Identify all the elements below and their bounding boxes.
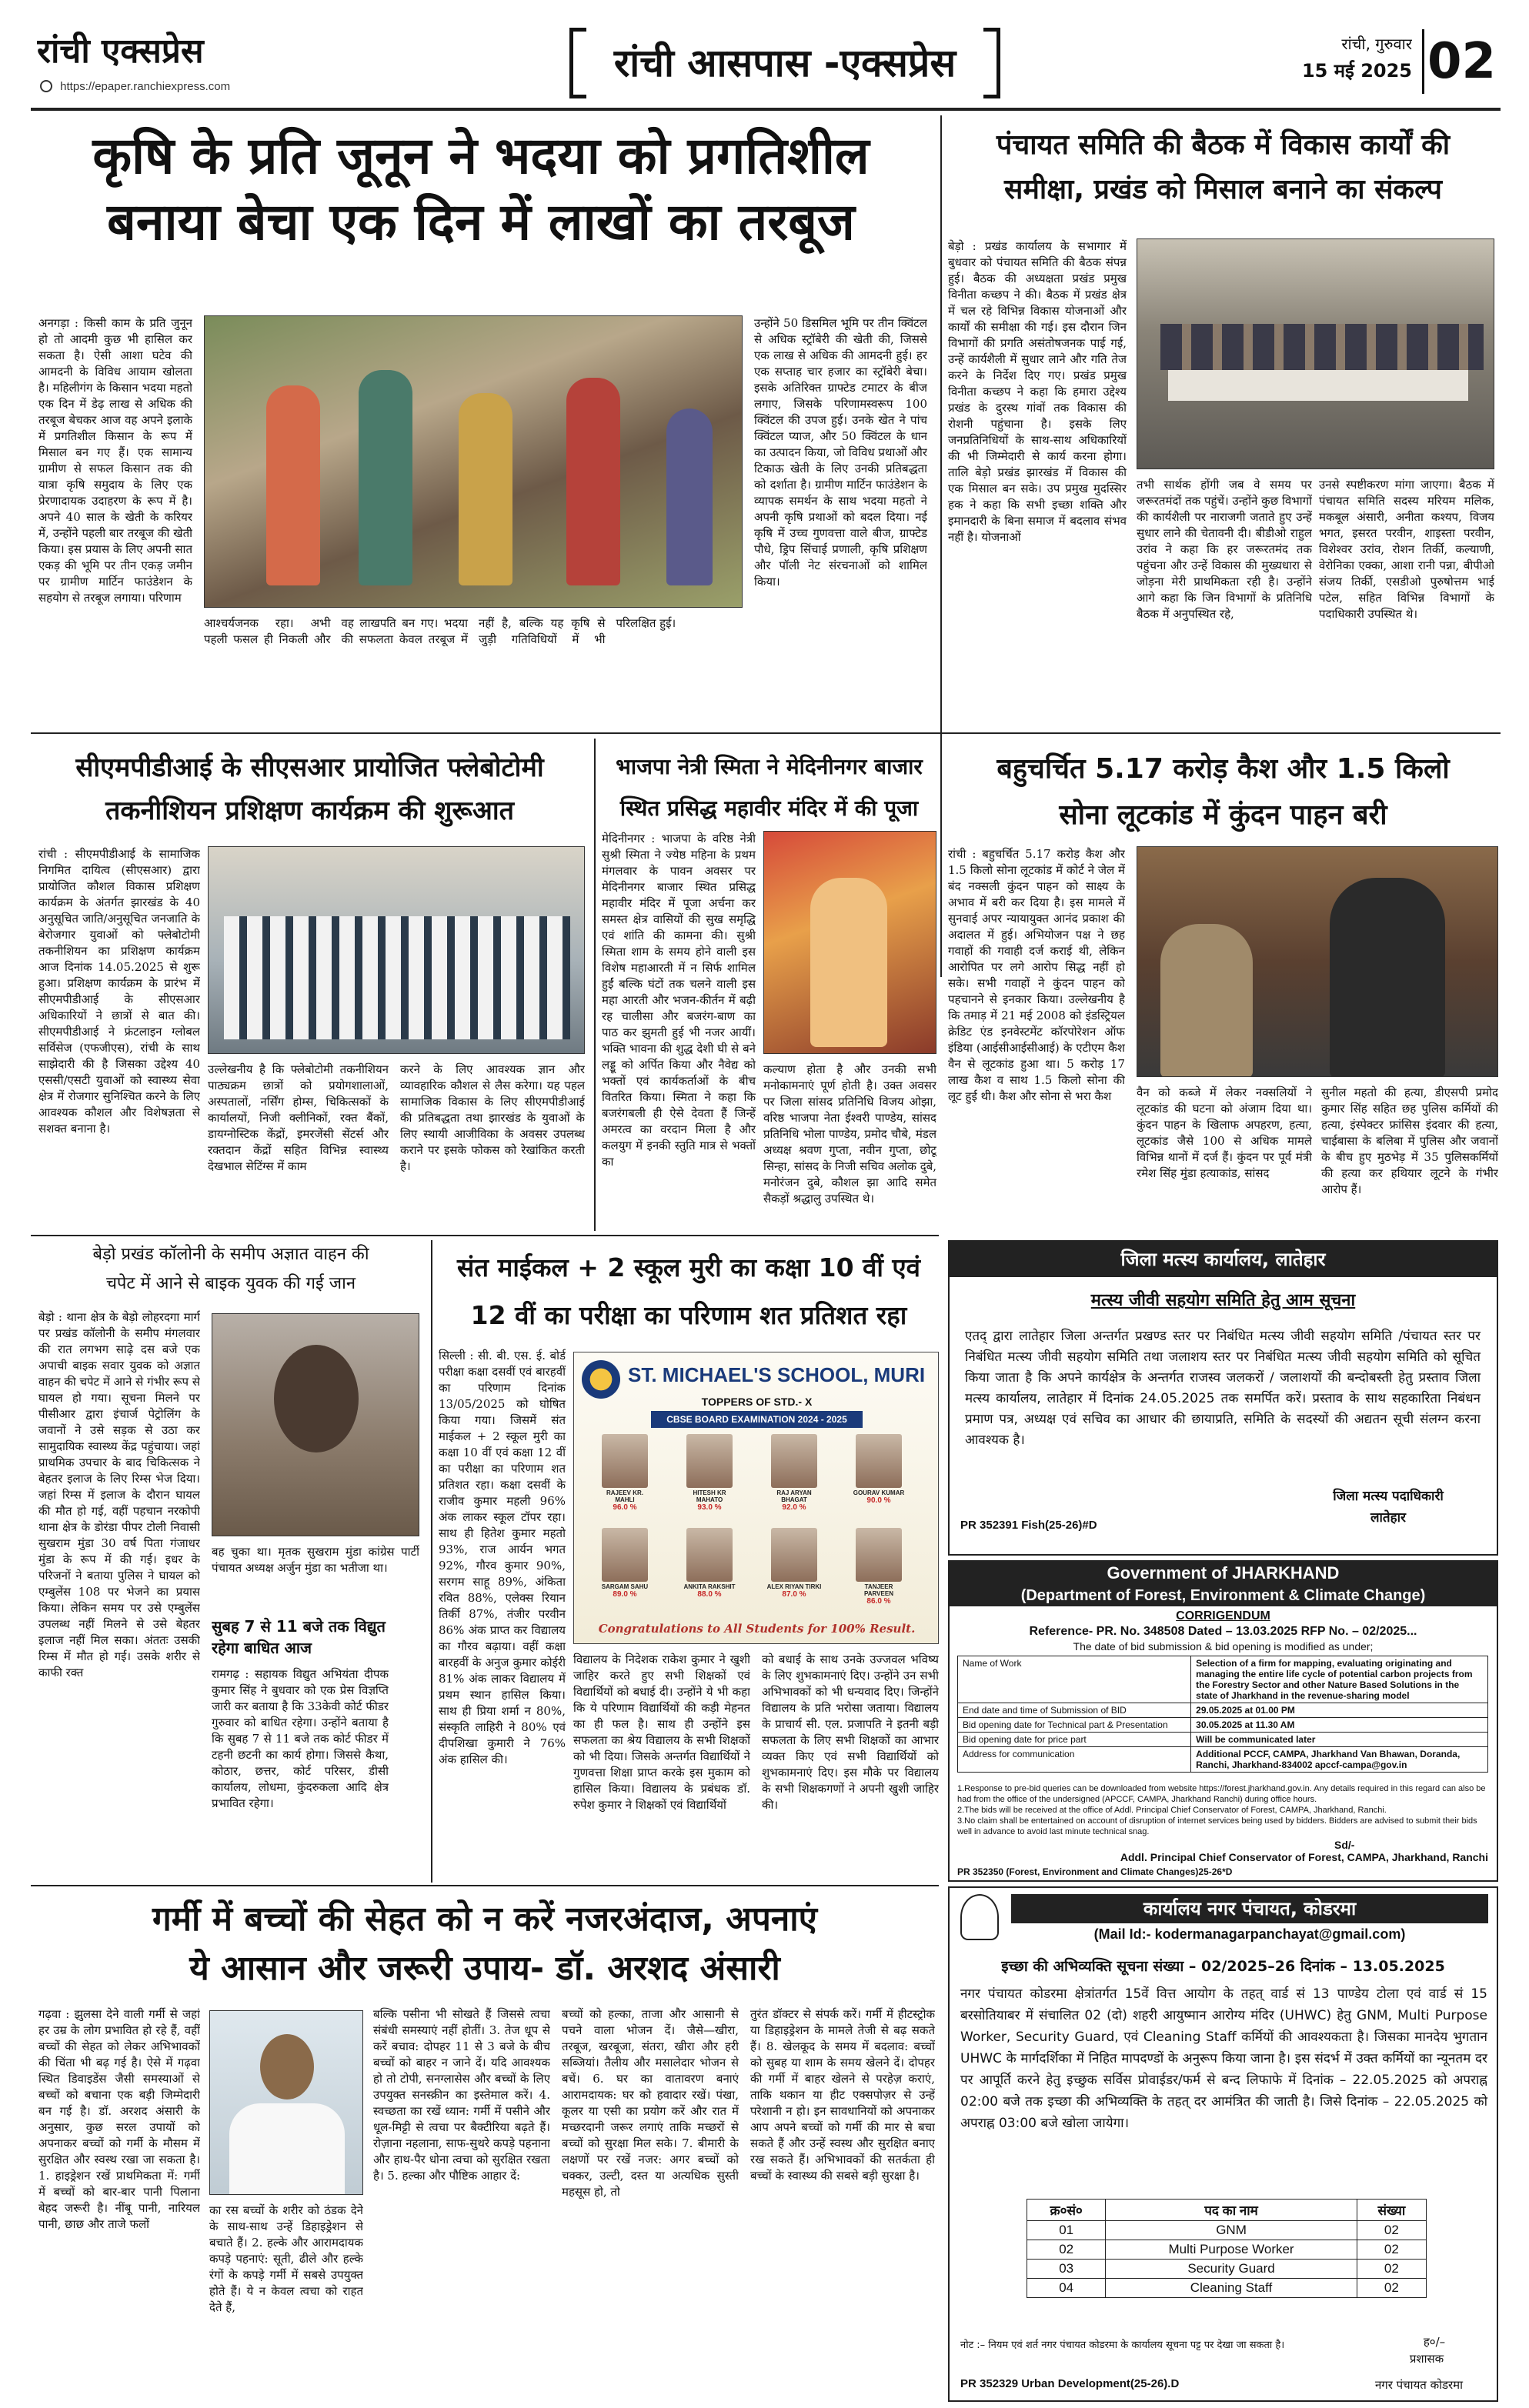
coat-shape [229, 2103, 345, 2195]
ad-notice-number: इच्छा की अभिव्यक्ति सूचना संख्या – 02/2025–26 दिनांक – 13.05.2025 [1001, 1958, 1445, 1975]
article-column-1: गढ़वा : झुलसा देने वाली गर्मी से जहां हर उम्र के लोग प्रभावित हो रहे हैं, वहीं बच्चों की सेहत को लेकर अभिभावकों की चिंता भी बढ़ गई है। ऐसे में गढ़वा स्थित डिवाइडेंस जैसी समस्याओं से बच्चों को बचाना एक बड़ी जिम्मेदारी बन गई है। डॉ. अरशद अंसारी के अनुसार, कुछ सरल उपायों को अपनाकर बच्चों को गर्मी के मौसम में सुरक्षित और स्वस्थ रखा जा सकता है। 1. हाइड्रेशन रखें प्राथमिकता में: गर्मी में बच्चों को बार-बार पानी पिलाना बेहद जरूरी है। नींबू पानी, नारियल पानी, छाछ और ताजे फलों [38, 2007, 200, 2231]
topper-name: ALEX RIYAN TIRKI [766, 1583, 822, 1590]
photo-kundan-pahan [1137, 846, 1498, 1077]
people-group [224, 916, 570, 1039]
congrats-footer: Congratulations to All Students for 100% Result. [598, 1622, 916, 1636]
table-cell: Multi Purpose Worker [1106, 2240, 1357, 2260]
table-cell-value: 30.05.2025 at 11.30 AM [1191, 1718, 1488, 1733]
topper-percentage: 93.0 % [697, 1503, 722, 1512]
posts-table-wrap [1027, 2199, 1427, 2330]
face-shape [260, 2034, 314, 2099]
school-crest-icon [582, 1360, 620, 1399]
article-column-3: उन्होंने 50 डिसमिल भूमि पर तीन क्विंटल से अधिक स्ट्रॉबेरी की खेती की, जिससे एक लाख से अधिक की आमदनी हुई। हर एक सप्ताह चार हजार का स्ट्रॉबेरी बेचा। इसके अतिरिक्त ग्राफ्टेड टमाटर के बीज लगाए, जिसके परिणामस्वरूप 100 क्विंटल की उपज हुई। उनके खेत ने पांच क्विंटल प्याज, और 50 क्विंटल के धान का उत्पादन किया, जो विविध प्रथाओं और टिकाऊ खेती के लिए उनकी प्रतिबद्धता को दर्शाता है। ग्रामीण मार्टिन फाउंडेशन के व्यापक समर्थन के साथ भदया महतो ने अपनी कृषि प्रथाओं को बदल दिया। नई कृषि में उच्च गुणवत्ता वाले बीज, ग्राफ्टेड पौधे, ड्रिप सिंचाई प्रणाली, कृषि प्रशिक्षण और पॉली नेट संरचनाओं को शामिल किया। [754, 316, 927, 589]
ad-sd: ह०/– [1423, 2335, 1446, 2349]
story-kundan-pahan-acquitted [948, 739, 1498, 1231]
table-cell: 02 [1357, 2221, 1426, 2240]
table-cell: 02 [1357, 2240, 1426, 2260]
table-cell-label: End date and time of Submission of BID [958, 1703, 1191, 1718]
topper-percentage: 86.0 % [866, 1597, 891, 1606]
table-header: क्र०सं० [1027, 2200, 1106, 2221]
column-divider [594, 739, 596, 1231]
person-figure [810, 878, 887, 1047]
masthead-rule [31, 108, 1501, 111]
ad-pr-number: PR 352350 (Forest, Environment and Climate Changes)25-26*D [957, 1866, 1233, 1877]
headline: बेड़ो प्रखंड कॉलोनी के समीप अज्ञात वाहन की चपेट में आने से बाइक युवक की गई जान [92, 1245, 369, 1293]
ad-fisheries-notice [948, 1240, 1498, 1556]
photo-doctor [209, 2010, 363, 2195]
toppers-title: TOPPERS OF STD.- X [701, 1396, 813, 1408]
article-column-2: का रस बच्चों के शरीर को ठंडक देने के साथ-साथ उन्हें डिहाइड्रेशन से बचाते हैं। 2. हल्के और आरामदायक कपड़े पहनाएं: सूती, ढीले और हल्के रंगों के कपड़े गर्मी में सबसे उपयुक्त होते हैं। ये न केवल त्वचा को राहत देते हैं, [209, 2203, 363, 2314]
table-row [1027, 2221, 1427, 2240]
ad-pr-number: PR 352391 Fish(25-26)#D [960, 1519, 1097, 1532]
article-column-5: तुरंत डॉक्टर से संपर्क करें। गर्मी में हीटस्ट्रोक या डिहाइड्रेशन के मामले तेजी से बढ़ सकते हैं। 8. खेलकूद के समय में बदलाव: बच्चों को सुबह या शाम के समय खेलने दें। दोपहर की गर्मी में बाहर खेलने से परहेज़ कराएं, ताकि थकान या हीट एक्सपोज़र से उन्हें परेशानी न हो। इन सावधानियों को अपनाकर आप अपने बच्चों को गर्मी की मार से बचा सकते हैं और उन्हें स्वस्थ और सुरक्षित बनाए रख सकते हैं। अभिभावकों की सतर्कता ही बच्चों के स्वास्थ्य की सबसे बड़ी सुरक्षा है। [750, 2007, 935, 2183]
headline: गर्मी में बच्चों की सेहत को न करें नजरअंदाज, अपनाएं ये आसान और जरूरी उपाय- डॉ. अरशद अंसारी [152, 1899, 818, 1988]
table-cell: 01 [1027, 2221, 1106, 2240]
ad-modified: The date of bid submission & bid opening is modified as under; [1073, 1640, 1374, 1653]
topper-percentage: 92.0 % [782, 1503, 806, 1512]
column-divider [940, 115, 942, 977]
photo-meeting-hall [1137, 238, 1494, 469]
article-column-3: उनसे स्पष्टीकरण मांगा जाएगा। बैठक में पंचायत समिति सदस्य मरियम मलिक, मकबूल अंसारी, अनीता कश्यप, विजय भगत, इसरत परवीन, शाइस्ता परवीन, विशेश्वर उरांव, रोशन तिर्की, कल्याणी, वेरोनिका एक्का, आशा रानी पन्ना, बीपीओ संजय तिर्की, एसडीओ पुरुषोत्तम भाई पटेल, सहित विभिन्न विभागों के पदाधिकारी उपस्थित थे। [1319, 478, 1494, 621]
topper-card [851, 1434, 906, 1505]
row-divider [31, 1235, 939, 1236]
topper-percentage: 88.0 % [697, 1590, 722, 1599]
ad-place: लातेहार [1370, 1510, 1406, 1526]
article-column-1: अनगड़ा : किसी काम के प्रति जुनून हो तो आदमी कुछ भी हासिल कर सकता है। ऐसी आशा घटेव की आमदनी के विविध आयाम खोलता है। महिलीगंग के किसान भदया महतो एक दिन में डेढ़ लाख से अधिक की तरबूज बेचकर आज वह अपने इलाके में प्रगतिशील किसान के रूप में मिसाल बन गए हैं। एक सामान्य ग्रामीण से सफल किसान तक की यात्रा कृषि समुदाय के लिए एक प्रेरणादायक उदाहरण के रूप में है। अपने 40 साल के खेती के करियर में, उन्होंने पहली बार तरबूज की खेती किया। इस प्रयास के लिए अपनी सात एकड़ की भूमि पर तीन एकड़ जमीन पर ग्रामीण मार्टिन फाउंडेशन के सहयोग से तरबूज लगाया। परिणाम [38, 316, 192, 605]
table-cell-value: 29.05.2025 at 01.00 PM [1191, 1703, 1488, 1718]
ad-office: जिला मत्स्य कार्यालय, लातेहार [950, 1242, 1497, 1277]
person-figure [666, 409, 713, 585]
table-cell-label: Address for communication [958, 1747, 1191, 1773]
headline: कृषि के प्रति जूनून ने भदया को प्रगतिशील बनाया बेचा एक दिन में लाखों का तरबूज [92, 126, 870, 252]
article-column-1: बेड़ो : प्रखंड कार्यालय के सभागार में बुधवार को पंचायत समिति की बैठक संपन्न हुई। बैठक की अध्यक्षता प्रखंड प्रमुख विनीता कच्छप ने की। बैठक में प्रखंड क्षेत्र में चल रहे विभिन्न विकास योजनाओं और कार्यों की समीक्षा की गई। इस दौरान जिन विभागों की प्रगति असंतोषजनक पाई गई, उन्हें कार्यशैली में सुधार लाने और गति तेज करने के निर्देश दिए गए। प्रखंड प्रमुख विनीता कच्छप ने कहा कि हमारा उद्देश्य प्रखंड के दुरस्थ गांवों तक विकास की रोशनी पहुंचाना है। इसके लिए जनप्रतिनिधियों के साथ-साथ अधिकारियों की भी जिम्मेदारी से कार्य करना होगा। तालि बेड़ो प्रखंड झारखंड में विकास की एक मिसाल बन सके। उप प्रमुख मुदस्सिर हक ने कहा कि सभी इच्छा शक्ति और इमानदारी के बिना समाज में बदलाव संभव नहीं है। योजनाओं [948, 239, 1127, 544]
ad-signatory-2: नगर पंचायत कोडरमा [1374, 2378, 1464, 2392]
table-cell-value: Selection of a firm for mapping, evaluating originating and managing the entire life cycle of potential carbon projects from the Forestry Sector and other Nature Based Solutions in the state of Jharkhand in the revenue-sharing model [1191, 1656, 1488, 1703]
story-farmer-watermelon [31, 115, 931, 731]
person-figure [1330, 878, 1445, 1077]
topper-photo [686, 1434, 733, 1488]
ad-body: एतद् द्वारा लातेहार जिला अन्तर्गत प्रखण्ड स्तर पर निबंधित मत्स्य जीवी सहयोग समिति /पंचायत स्तर पर निबंधित मत्स्य जीवी सहयोग समिति तथा जलाशय स्तर पर निबंधित मत्स्य जीवी सहयोग समिति को सूचित किया जाता है कि अपने कार्यक्षेत्र के अन्तर्गत राजस्व जलकरों / जलाशयों की बन्दोबस्ती हेतु प्रस्ताव जिला मत्स्य कार्यालय, लातेहार में दिनांक 24.05.2025 तक समर्पित करें। प्रस्ताव के साथ सहकारिता निबंधन प्रमाण पत्र, अध्यक्ष एवं सचिव का आधार की छायाप्रति, समिति के सदस्यों की अद्यतन सूची संलग्न करना आवश्यक है। [965, 1329, 1481, 1448]
topper-photo [856, 1434, 902, 1488]
table-cell: 02 [1357, 2260, 1426, 2279]
toppers-grid [574, 1434, 939, 1623]
newspaper-name: रांची एक्सप्रेस [37, 32, 204, 71]
table-row [958, 1656, 1488, 1703]
topper-name: RAJ ARYAN BHAGAT [776, 1489, 812, 1503]
exam-banner: CBSE BOARD EXAMINATION 2024 - 2025 [651, 1411, 863, 1428]
ad-corrigendum: CORRIGENDUM [1176, 1609, 1270, 1623]
ad-note-item: 1.Response to pre-bid queries can be downloaded from website https://forest.jharkhand.gov.in. Any details required in this regard can also be had from the office of the undersigned (APCCF, CAMPA, Jharkhand Ranchi) during office hours. [957, 1784, 1486, 1804]
person-figure [359, 370, 412, 585]
article-column-1: बेड़ो : थाना क्षेत्र के बेड़ो लोहरदगा मार्ग पर प्रखंड कॉलोनी के समीप मंगलवार की रात लगभग साढ़े दस बजे एक अपाची बाइक सवार युवक को अज्ञात वाहन की चपेट में आने से गंभीर रूप से घायल हो गया। सूचना मिलने पर पीसीआर द्वारा इंचार्ज पेट्रोलिंग के जवानों ने उसे सड़क से उठा कर सामुदायिक स्वास्थ्य केंद्र पहुंचाया। जहां प्राथमिक उपचार के बाद चिकित्सक ने बेहतर इलाज के लिए रिम्स भेज दिया। जहां रिम्स में इलाज के दौरान घायल की मौत हो गई, वहीं पहचान नरकोपी थाना क्षेत्र के डोरंडा पीपर टोली निवासी सुखराम मुंडा 30 वर्ष पिता गंजाधर मुंडा के रूप में की गई। इधर के परिजनों ने बताया पुलिस ने घायल को एम्बुलेंस 108 पर भेजने का प्रयास किया। लेकिन समय पर उसे एम्बुलेंस उपलब्ध नहीं मिलने से उसे बेहतर इलाज नहीं मिल सका। अंततः उसकी रिम्स में मौत हो गई। उसके शरीर से काफी रक्त [38, 1310, 200, 1679]
topper-name: RAJEEV KR. MAHLI [606, 1489, 643, 1503]
table-header-row [1027, 2200, 1427, 2221]
epaper-url-text: https://epaper.ranchiexpress.com [60, 80, 231, 93]
bracket-left-icon [569, 28, 586, 98]
bid-schedule-table [957, 1656, 1488, 1773]
table-cell: GNM [1106, 2221, 1357, 2240]
headline: सीएमपीडीआई के सीएसआर प्रायोजित फ्लेबोटोमी तकनीशियन प्रशिक्षण कार्यक्रम की शुरूआत [75, 752, 544, 826]
masthead [0, 0, 1529, 108]
ad-signatory: प्रशासक [1409, 2352, 1444, 2366]
table-row [958, 1733, 1488, 1747]
row-divider [31, 732, 1501, 734]
headline: सुबह 7 से 11 बजे तक विद्युत रहेगा बाधित आज [212, 1617, 386, 1657]
school-result-ad [573, 1352, 939, 1644]
topper-percentage: 89.0 % [613, 1590, 637, 1599]
article-column-2: वैन को कब्जे में लेकर नक्सलियों ने लूटकांड की घटना को अंजाम दिया था। कुंदन पाहन के खिलाफ अपहरण, हत्या, लूटकांड जैसे 100 से अधिक मामले विभिन्न थानों में दर्ज हैं। कुंदन पर पूर्व मंत्री रमेश सिंह मुंडा हत्याकांड, सांसद [1137, 1086, 1312, 1180]
topper-photo [771, 1528, 817, 1582]
article-column-4: बच्चों को हल्का, ताजा और आसानी से पचने वाला भोजन दें। जैसे—खीरा, तरबूज, खरबूजा, संतरा, खीरा और हरी सब्जियां। तैलीय और मसालेदार भोजन से बचें। 6. घर का वातावरण बनाएं आरामदायक: घर को हवादार रखें। पंखा, कूलर या एसी का प्रयोग करें और रात में मच्छरदानी जरूर लगाएं ताकि मच्छरों से बच्चों को सुरक्षा मिल सके। 7. बीमारी के लक्षणों पर रखें नजर: अगर बच्चों को चक्कर, उल्टी, दस्त या अत्यधिक सुस्ती महसूस हो, तो [562, 2007, 739, 2199]
story-cmpdi-training [31, 739, 589, 1231]
article-column-1: रांची : बहुचर्चित 5.17 करोड़ कैश और 1.5 किलो सोना लूटकांड में कोर्ट ने जेल में बंद नक्सली कुंदन पाहन को साक्ष्य के अभाव में बरी कर दिया है। इस मामले में सुनवाई अपर न्यायायुक्त आनंद प्रकाश की अदालत में हुई। अभियोजन पक्ष ने छह गवाहों की गवाही दर्ज कराई थी, लेकिन आरोपित पर लगे आरोप सिद्ध नहीं हो सके। सभी गवाहों ने कुंदन पाहन को पहचानने से इनकार किया। उल्लेखनीय है कि तमाड़ में 21 मई 2008 को इंडस्ट्रियल क्रेडिट एंड इनवेस्टमेंट कॉरपोरेशन ऑफ इंडिया (आईसीआईसीआई) के एटीएम कैश वैन से लूटकांड हुआ था। 5 करोड़ 17 लाख कैश व साथ 1.5 किलो सोना की लूट हुई थी। कैश और सोना से भरा कैश [948, 847, 1125, 1103]
headline: पंचायत समिति की बैठक में विकास कार्यों की समीक्षा, प्रखंड को मिसाल बनाने का संकल्प [996, 129, 1451, 205]
ad-sd: Sd/- [1334, 1839, 1355, 1851]
table-cell-value: Will be communicated later [1191, 1733, 1488, 1747]
article-column-1: सिल्ली : सी. बी. एस. ई. बोर्ड परीक्षा कक्षा दसवीं एवं बारहवीं का परिणाम दिनांक 13/05/2025 को घोषित किया गया। जिसमें संत माईकल + 2 स्कूल मुरी का कक्षा 10 वीं एवं कक्षा 12 वीं का परीक्षा का परिणाम शत प्रतिशत रहा। कक्षा दसवीं के राजीव कुमार महली 96% अंक लाकर स्कूल टॉपर रहा। साथ ही हितेश कुमार महतो 93%, राज आर्यन भगत 92%, गौरव कुमार 90%, सरगम साहू 89%, अंकिता रवित 88%, एलेक्स रियान तिर्की 87%, तंजीर परवीन 86% अंक प्राप्त कर विद्यालय का गौरव बढ़ाया। वहीं कक्षा बारहवीं के अनुज कुमार कोईरी 81% अंक लाकर विद्यालय में प्रथम स्थान हासिल किया। साथ ही प्रिया शर्मा न 80%, संस्कृति लाहिरी ने 80% एवं दीपशिखा कुमारी ने 76% अंक हासिल की। [439, 1349, 566, 1766]
ad-mail: (Mail Id:- kodermanagarpanchayat@gmail.com) [1093, 1926, 1406, 1942]
face-shape [274, 1345, 359, 1452]
article-column-1: रामगढ़ : सहायक विद्युत अभियंता दीपक कुमार सिंह ने बुधवार को एक प्रेस विज्ञप्ति जारी कर बताया है कि 33केवी कोर्ट फीडर गुरुवार को बाधित रहेगा। उन्होंने बताया है कि सुबह 7 से 11 बजे तक कोर्ट फीडर में टहनी छटनी का कार्य होगा। जिससे कैथा, कोठार, छत्तर, कोर्ट परिसर, डीसी कार्यालय, लोधमा, कुंदरुकला आदि क्षेत्र प्रभावित रहेगा। [212, 1667, 389, 1810]
person-figure [1160, 924, 1253, 1077]
person-figure [266, 385, 320, 585]
table-row [958, 1718, 1488, 1733]
table-header: पद का नाम [1106, 2200, 1357, 2221]
topper-card [851, 1528, 906, 1606]
table-cell: 03 [1027, 2260, 1106, 2279]
table-row [1027, 2240, 1427, 2260]
table-cell: Cleaning Staff [1106, 2279, 1357, 2298]
epaper-url[interactable] [40, 80, 363, 100]
table-row [1027, 2279, 1427, 2298]
ad-title: मत्स्य जीवी सहयोग समिति हेतु आम सूचना [1090, 1291, 1356, 1310]
story-st-michael-result [439, 1240, 939, 1883]
section-title: रांची आसपास -एक्सप्रेस [613, 41, 956, 85]
article-column-3: बल्कि पसीना भी सोखते हैं जिससे त्वचा संबंधी समस्याएं नहीं होतीं। 3. तेज धूप से करें बचाव: दोपहर 11 से 3 बजे के बीच बच्चों को बाहर न जाने दें। यदि आवश्यक हो तो टोपी, सनग्लासेस और बच्चों के लिए उपयुक्त सनस्क्रीन का इस्तेमाल करें। 4. स्वच्छता का रखें ध्यान: गर्मी में पसीने और धूल-मिट्टी से त्वचा पर बैक्टीरिया बढ़ते हैं। रोज़ाना नहलाना, साफ-सुथरे कपड़े पहनाना और हाथ-पैर धोना त्वचा को सुरक्षित रखता है। 5. हल्का और पौष्टिक आहार दें: [373, 2007, 550, 2183]
emblem-icon [960, 1894, 999, 1940]
article-column-1: रांची : सीएमपीडीआई के सामाजिक निगमित दायित्व (सीएसआर) द्वारा प्रायोजित कौशल विकास प्रशिक्षण कार्यक्रम के अंतर्गत झारखंड के 40 अनुसूचित जाति/अनुसूचित जनजाति के बेरोजगार युवाओं को फ्लेबोटोमी तकनीशियन का प्रशिक्षण कार्यक्रम आज दिनांक 14.05.2025 से शुरू हुआ। प्रशिक्षण कार्यक्रम के प्रारंभ में सीएमपीडीआई के सीएसआर अधिकारियों ने छात्रों से बात की। सीएमपीडीआई ने फ्रंटलाइन ग्लोबल सर्विसेज (एफजीएस), रांची के साथ साझेदारी की है जिसका उद्देश्य 40 एससी/एसटी युवाओं को स्वास्थ्य सेवा क्षेत्र में रोजगार सुनिश्चित करने के लिए आवश्यक कौशल और विशेषज्ञता से सशक्त बनाना है। [38, 847, 200, 1136]
column-divider [431, 1240, 432, 1883]
topper-percentage: 87.0 % [782, 1590, 806, 1599]
topper-name: ANKITA RAKSHIT [683, 1583, 736, 1590]
person-figure [566, 378, 620, 585]
ad-note-item: 2.The bids will be received at the office of Addl. Principal Chief Conservator of Forest, CAMPA, Jharkhand, Ranchi. [957, 1806, 1387, 1815]
photo-caption: आश्चर्यजनक रहा। अभी पहली फसल ही निकली और वह लाखपति बन गए। भदया की सफलता केवल तरबूज में नहीं है, बल्कि यह कृषि से जुड़ी गतिविधियों में भी परिलक्षित हुई। [204, 616, 676, 646]
topper-photo [602, 1434, 648, 1488]
topper-photo [856, 1528, 902, 1582]
topper-card [766, 1528, 822, 1599]
headline: बहुचर्चित 5.17 करोड़ कैश और 1.5 किलो सोना लूटकांड में कुंदन पाहन बरी [997, 753, 1450, 831]
table-shape [1168, 370, 1468, 401]
table-cell: Security Guard [1106, 2260, 1357, 2279]
ad-reference: Reference- PR. No. 348508 Dated – 13.03.2025 RFP No. – 02/2025... [1029, 1625, 1417, 1638]
headline: संत माईकल + 2 स्कूल मुरी का कक्षा 10 वीं एवं 12 वीं का परीक्षा का परिणाम शत प्रतिशत रहा [456, 1252, 920, 1330]
table-cell-label: Bid opening date for price part [958, 1733, 1191, 1747]
ad-gov: Government of JHARKHAND [950, 1562, 1497, 1585]
page-number: 02 [1422, 29, 1499, 94]
topper-photo [771, 1434, 817, 1488]
table-header: संख्या [1357, 2200, 1426, 2221]
globe-icon [40, 80, 52, 92]
photo-victim [212, 1313, 419, 1536]
ad-body: नगर पंचायत कोडरमा क्षेत्रांतर्गत 15वें वित्त आयोग के तहत् वार्ड सं 13 पाण्डेय टोला एवं वार्ड सं 15 बरसोतियाबर में संचालित 02 (दो) शहरी आयुष्मान आरोग्य मंदिर (UHWC) हेतु GNM, Multi Purpose Worker, Security Guard, एवं Cleaning Staff कर्मियों की आवश्यकता है। जिसका मानदेय भुगतान UHWC के मार्गदर्शिका में निहित मापदण्डों के अनुरूप किया जाना है। इस संदर्भ में उक्त कर्मियों का न्यूनतम दर पर आपूर्ति करने हेतु इच्छुक सर्विस प्रोवाईडर/फर्म से बन्द लिफाफे में दिनांक – 22.05.2025 को अपराह्न 02:00 बजे तक इच्छा की अभिव्यक्ति के तहत् दर आमंत्रित की जाती है। जिसे दिनांक – 22.05.2025 को अपराह्न 03:00 बजे खोला जायेगा। [960, 1986, 1487, 2131]
bracket-right-icon [983, 28, 1000, 98]
article-column-2: उल्लेखनीय है कि फ्लेबोटोमी तकनीशियन पाठ्यक्रम छात्रों को प्रयोगशालाओं, अस्पतालों, नर्सिंग होम्स, चिकित्सकों के कार्यालयों, निजी क्लीनिकों, रक्त बैंकों, डायग्नोस्टिक केंद्रों, इमरजेंसी सेंटर्स और रक्तदान केंद्रों सहित विभिन्न स्वास्थ्य देखभाल सेटिंग्स में काम [208, 1062, 389, 1173]
ad-municipal-notice [948, 1886, 1498, 2402]
topper-name: TANJEER PARVEEN [864, 1583, 893, 1597]
article-column-3: सुनील महतो की हत्या, डीएसपी प्रमोद कुमार सिंह सहित छह पुलिस कर्मियों की हत्या, इंस्पेक्टर फ्रांसिस इंदवार की हत्या, चाईबासा के बलिबा में पुलिस और जवानों के बीच हुए मुठभेड़ में 35 पुलिसकर्मियों की हत्या कर हथियार लूटने के गंभीर आरोप हैं। [1321, 1086, 1498, 1196]
table-cell: 04 [1027, 2279, 1106, 2298]
topper-photo [686, 1528, 733, 1582]
topper-card [682, 1434, 737, 1512]
photo-farmers-watermelon [204, 315, 743, 608]
topper-photo [602, 1528, 648, 1582]
table-cell-label: Name of Work [958, 1656, 1191, 1703]
topper-name: GOURAV KUMAR [853, 1489, 905, 1496]
article-column-2: कल्याण होता है और उनकी सभी मनोकामनाएं पूर्ण होती है। उक्त अवसर पर जिला सांसद प्रतिनिधि विजय ओझा, वरिष्ठ भाजपा नेता ईश्वरी पाण्डेय, सांसद प्रतिनिधि भोला पाण्डेय, प्रमोद चौबे, मंडल अध्यक्ष श्रवण गुप्ता, नवीन गुप्ता, छोटू सिन्हा, सांसद के निजी सचिव अलोक दुबे, मनोरंजन दुबे, कौशल झा आदि समेत सैकड़ों श्रद्धालु उपस्थित थे। [763, 1062, 936, 1206]
section-banner [569, 28, 1000, 98]
ad-forest-corrigendum [948, 1560, 1498, 1882]
topper-card [597, 1434, 653, 1512]
article-column-2: बह चुका था। मृतक सुखराम मुंडा कांग्रेस पार्टी पंचायत अध्यक्ष अर्जुन मुंडा का भतीजा था। [212, 1545, 419, 1575]
person-figure [459, 393, 512, 585]
topper-percentage: 96.0 % [613, 1503, 637, 1512]
article-column-2: तभी सार्थक होंगी जब वे समय पर जरूरतमंदों तक पहुंचें। उन्होंने कुछ विभागों की कार्यशैली पर नाराजगी जताते हुए उन्हें सुधार लाने की चेतावनी दी। बीडीओ राहुल उरांव ने कहा कि हर जरूरतमंद तक पहुंचना और उन्हें विकास की मुख्यधारा से जोड़ना मेरी प्राथमिकता रही है। उन्होंने आगे कहा कि जिन विभागों के प्रतिनिधि बैठक में अनुपस्थित रहे, [1137, 478, 1312, 621]
story-bjp-temple-worship [602, 739, 936, 1231]
topper-name: SARGAM SAHU [601, 1583, 649, 1590]
topper-card [682, 1528, 737, 1599]
article-column-1: मेदिनीनगर : भाजपा के वरिष्ठ नेत्री सुश्री स्मिता ने ज्येष्ठ महिना के प्रथम मंगलवार के पावन अवसर पर मेदिनीनगर बाजार स्थित प्रसिद्ध महावीर मंदिर में पूजा अर्चना कर समस्त क्षेत्र वासियों की सुख समृद्धि एवं शांति की कामना की। सुश्री स्मिता शाम के समय होने वाली इस विशेष महाआरती में न सिर्फ शामिल हुईं बल्कि घंटों तक चलने वाली इस महा आरती और भजन-कीर्तन में बढ़ी रह चालीसा और बजरंग-बाण का पाठ कर झुमती हुई भी नजर आयीं। भक्ति भावना की शुद्ध देशी घी से बने लड्डू को अर्पित किया और नैवेद्य को भक्तों एवं कार्यकर्ताओं के बीच वितरित किया। स्मिता ने कहा कि बजरंगबली ही ऐसे देवता हैं जिन्हें अमरत्व का वरदान मिला है और कलयुग में इनकी स्तुति मात्र से भक्तों का [602, 832, 756, 1169]
ad-note-item: 3.No claim shall be entertained on account of disruption of internet services being used by bidders. Bidders are advised to submit their bids well in advance to avoid last minute technical snag. [957, 1816, 1477, 1836]
ad-signatory: जिला मत्स्य पदाधिकारी [1333, 1489, 1444, 1504]
article-column-3: को बधाई के साथ उनके उज्जवल भविष्य के लिए शुभकामनाएं दिए। उन्होंने उन सभी अभिभावकों को भी धन्यवाद दिए। जिन्होंने विद्यालय के प्रति भरोसा जताया। विद्यालय के प्राचार्य सी. एल. प्रजापति ने इतनी बड़ी सफलता के लिए सभी शिक्षकों का आभार व्यक्त किए एवं सभी विद्यार्थियों को शुभकामनाएं दिए। इस मौके पर विद्यालय के सभी शिक्षकगणों ने अपनी खुशी जाहिर की। [762, 1653, 939, 1812]
table-cell: 02 [1357, 2279, 1426, 2298]
ad-signatory: Addl. Principal Chief Conservator of Forest, CAMPA, Jharkhand, Ranchi [1120, 1851, 1488, 1863]
table-row [958, 1747, 1488, 1773]
ad-dept: (Department of Forest, Environment & Climate Change) [950, 1585, 1497, 1606]
table-row [1027, 2260, 1427, 2279]
posts-table [1027, 2199, 1427, 2298]
date: 15 मई 2025 [1301, 60, 1412, 82]
story-power-cut [212, 1616, 389, 1877]
ad-notes [957, 1783, 1488, 1837]
topper-card [766, 1434, 822, 1512]
topper-card [597, 1528, 653, 1599]
article-column-3: करने के लिए आवश्यक ज्ञान और व्यावहारिक कौशल से लैस करेगा। यह पहल सामाजिक विकास के लिए सीएमपीडीआई की प्रतिबद्धता तथा झारखंड के युवाओं के लिए स्थायी आजीविका के अवसर उपलब्ध कराने पर इसके फोकस को रेखांकित करती है। [400, 1062, 585, 1173]
row-divider [31, 1885, 939, 1886]
bid-table [957, 1656, 1488, 1779]
ad-note: नोट :– नियम एवं शर्त नगर पंचायत कोडरमा के कार्यालय सूचना पट्ट पर देखा जा सकता है। [960, 2340, 1285, 2351]
city-day: रांची, गुरुवार [1341, 35, 1412, 53]
story-summer-child-health [31, 1891, 939, 2403]
ad-office: कार्यालय नगर पंचायत, कोडरमा [1011, 1894, 1488, 1923]
table-cell: 02 [1027, 2240, 1106, 2260]
topper-name: HITESH KR MAHATO [693, 1489, 726, 1503]
dateline [1270, 31, 1412, 92]
photo-temple-worship [763, 831, 936, 1054]
story-panchayat-meeting [948, 115, 1498, 731]
headline: भाजपा नेत्री स्मिता ने मेदिनीनगर बाजार स्थित प्रसिद्ध महावीर मंदिर में की पूजा [616, 754, 923, 821]
table-cell-value: Additional PCCF, CAMPA, Jharkhand Van Bhawan, Doranda, Ranchi, Jharkhand-834002 apccf-campa@gov.in [1191, 1747, 1488, 1773]
people-row [1160, 324, 1484, 370]
photo-trainees-group [208, 846, 585, 1054]
school-name: ST. MICHAEL'S SCHOOL, MURI [628, 1363, 926, 1386]
table-row [958, 1703, 1488, 1718]
table-cell-label: Bid opening date for Technical part & Presentation [958, 1718, 1191, 1733]
article-column-2: विद्यालय के निदेशक राकेश कुमार ने खुशी जाहिर करते हुए सभी शिक्षकों एवं विद्यार्थियों को बधाई दी। उन्होंने ये भी कहा कि ये परिणाम विद्यार्थियों की कड़ी मेहनत का ही फल है। साथ ही उन्होंने इस सफलता का श्रेय विद्यालय के सभी शिक्षकों को भी दिया। जिसके अन्तर्गत विद्यार्थियों ने गुणवत्ता शिक्षा प्राप्त करके इस मुकाम को हासिल किया। विद्यालय के प्रबंधक डॉ. रुपेश कुमार ने शिक्षकों एवं विद्यार्थियों [573, 1653, 750, 1812]
newspaper-logo [37, 26, 314, 72]
ad-pr-number: PR 352329 Urban Development(25-26).D [960, 2377, 1180, 2390]
topper-percentage: 90.0 % [866, 1496, 891, 1505]
